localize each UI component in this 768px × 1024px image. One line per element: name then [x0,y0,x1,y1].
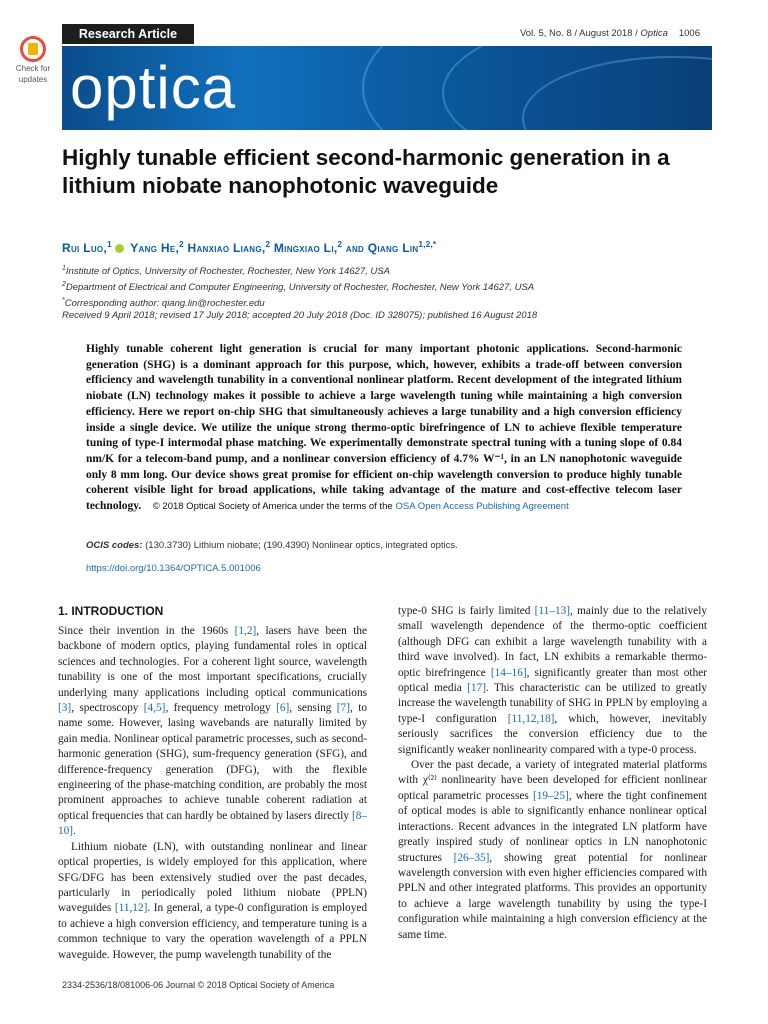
section-heading: 1. INTRODUCTION [58,604,164,618]
body-text: , spectroscopy [71,702,144,715]
author-list [62,240,436,255]
article-type-tag: Research Article [62,24,194,44]
journal-logo: optica [70,54,237,121]
citation-link[interactable]: [1,2] [234,625,257,637]
author-affil-sup: 2 [337,240,343,249]
license-text: © 2018 Optical Society of America under the terms of the [152,501,393,513]
citation-link[interactable]: [11,12,18] [507,712,555,725]
body-text: , lasers have been the backbone of modern optics, playing fundamental roles in optical sciences and technologies. For a coherent light source, wavelength tunability is one of the most important specifications, crucially underlying many applications including optical communications [58,625,367,699]
body-text: Over the past decade, a variety of integrated material platforms with χ⁽²⁾ nonlinearity have been developed for efficient nonlinear optical parametric processes [398,759,707,802]
body-text: , which, however, inevitably seriously sacrifices the conversion efficiency due to the significantly weaker nonlinearity compared with a type-0 process. [398,712,708,756]
citation-link[interactable]: [7] [336,702,350,715]
body-text: Lithium niobate (LN), with outstanding nonlinear and linear optical properties, is widely employed for this application, where SFG/DFG has been extensively studied over the past decades, particularly in periodically poled lithium niobate (PPLN) waveguides [58,840,367,915]
citation-link[interactable]: [6] [276,702,290,715]
citation-link[interactable]: [14–16] [490,666,527,679]
body-text: , mainly due to the relatively small wavelength dependence of the thermo-optic coefficient (although DFG can exhibit a large wavelength tunability with a third wave involved). In fact, LN exhibits a remarkable thermo-optic birefringence [398,605,707,679]
author-affil-sup: 1 [107,240,112,249]
body-text: , frequency metrology [165,702,277,715]
body-text: . In general, a type-0 configuration is employed to achieve a high conversion efficiency, and temperature tuning is a common technique to vary the operation wavelength of a PPLN waveguide. However, the pump wavelength tunability of the [58,902,368,961]
journal-name: Optica [640,28,668,39]
affiliations [62,262,534,310]
author-affil-sup: 2 [265,240,271,249]
body-paragraph [398,758,707,943]
orcid-icon[interactable] [115,244,124,253]
body-text: , where the tight confinement of optical modes is able to significantly enhance nonlinear optical interactions. Recent advances in the integrated LN platform have greatly inspired study of nonlinear optics in LN nanophotonic structures [398,789,707,864]
author-name[interactable]: Yang He, [130,241,180,255]
citation-link[interactable]: [26–35] [453,851,490,864]
paper-title: Highly tunable efficient second-harmonic generation in a lithium niobate nanophotonic waveguide [62,145,670,198]
corresponding-author: *Corresponding author: qiang.lin@rochester.edu [62,297,265,310]
affiliation-line: $^2$Department of Electrical and Computer Engineering, University of Rochester, Rochester, New York 14627, USA [62,281,535,294]
author-name[interactable]: Hanxiao Liang, [187,241,266,255]
author-affil-sup: 2 [179,240,184,249]
page-footer: 2334-2536/18/081006-06 Journal © 2018 Optical Society of America [62,980,335,990]
citation-link[interactable]: [17] [467,682,486,695]
body-paragraph [398,604,707,758]
journal-volume: Vol. 5, No. 8 / August 2018 / [520,28,638,39]
body-text: . This characteristic can be utilized to greatly increase the wavelength tunability of SHG in PPLN by employing a type-I configuration [398,682,707,725]
body-text: type-0 SHG is fairly limited [398,605,535,617]
body-text: Since their invention in the 1960s [58,625,235,637]
check-updates-label-2: updates [18,75,48,84]
citation-link[interactable]: [8–10] [58,809,367,838]
body-text: . [73,825,76,838]
journal-info [520,28,668,39]
right-column [398,604,707,943]
author-name[interactable]: Qiang Lin [367,241,419,255]
check-updates-label-1: Check for [15,64,51,73]
citation-link[interactable]: [3] [58,702,72,715]
body-paragraph [58,624,367,840]
body-text: , to name some. However, lasing wavebands are naturally limited by gain media. Nonlinear optical parametric processes, such as second-harmonic generation (SHG), sum-frequency generation (SFG), and difference-frequency generation (DFG), with the flexible engineering of the phase-matching condition, are probably the most prominent approaches to achieve tunable coherent radiation at optical frequencies that can hardly be obtained by lasers directly [58,702,367,822]
author-name[interactable]: Rui Luo, [62,241,108,255]
ocis-text: (130.3730) Lithium niobate; (190.4390) Nonlinear optics, integrated optics. [145,540,458,551]
check-updates-icon [20,36,46,62]
citation-link[interactable]: [11–13] [534,605,571,617]
top-bar [62,24,712,44]
body-text: , significantly greater than most other optical media [398,666,707,695]
author-conjunction: and [345,241,365,255]
author-name[interactable]: Mingxiao Li, [273,241,338,255]
citation-link[interactable]: [19–25] [532,789,569,802]
abstract [86,342,682,515]
body-text: , sensing [289,702,337,715]
citation-link[interactable]: [4,5] [143,702,166,715]
license-link[interactable]: OSA Open Access Publishing Agreement [395,501,569,513]
body-paragraph [58,840,367,963]
author-affil-sup: 1,2,* [418,240,437,249]
affiliation-line: $^1$Institute of Optics, University of Rochester, Rochester, New York 14627, USA [62,265,390,278]
check-for-updates-badge[interactable] [10,36,56,84]
journal-banner [62,46,712,130]
ocis-codes [86,540,458,551]
publication-dates: Received 9 April 2018; revised 17 July 2018; accepted 20 July 2018 (Doc. ID 328075); published 16 August 2018 [62,310,538,321]
page-number: 1006 [678,28,700,39]
body-text: , showing great potential for nonlinear wavelength conversion with even higher efficiencies compared with PPLN and other integrated platforms. This provides an opportunity to achieve a large wavelength tunability by using the type-I configuration while maintaining a high conversion efficiency at the same time. [398,851,708,941]
ocis-label: OCIS codes: [86,540,143,551]
left-column [58,604,367,963]
abstract-text: Highly tunable coherent light generation is crucial for many important photonic applications. Second-harmonic generation (SHG) is a dominant approach for this purpose, which, however, exhibits a trade-off between conversion efficiency and wavelength tunability in a conventional nonlinear platform. Recent development of the integrated lithium niobate (LN) technology makes it possible to achieve a large wavelength tuning while maintaining a high conversion efficiency. Here we report on-chip SHG that simultaneously achieves a large tunability and a high conversion efficiency inside a single device. We utilize the unique strong thermo-optic birefringence of LN to achieve flexible temperature tuning of type-I intermodal phase matching. We experimentally demonstrate spectral tuning with a tuning slope of 0.84 nm/K for a telecom-band pump, and a nonlinear conversion efficiency of 4.7% W⁻¹, in an LN nanophotonic waveguide only 8 mm long. Our device shows great promise for efficient on-chip wavelength conversion to produce highly tunable coherent visible light for broad applications, while taking advantage of the mature and cost-effective telecom laser technology. [86,343,682,513]
doi-link[interactable]: https://doi.org/10.1364/OPTICA.5.001006 [86,563,261,574]
citation-link[interactable]: [11,12] [114,902,148,915]
